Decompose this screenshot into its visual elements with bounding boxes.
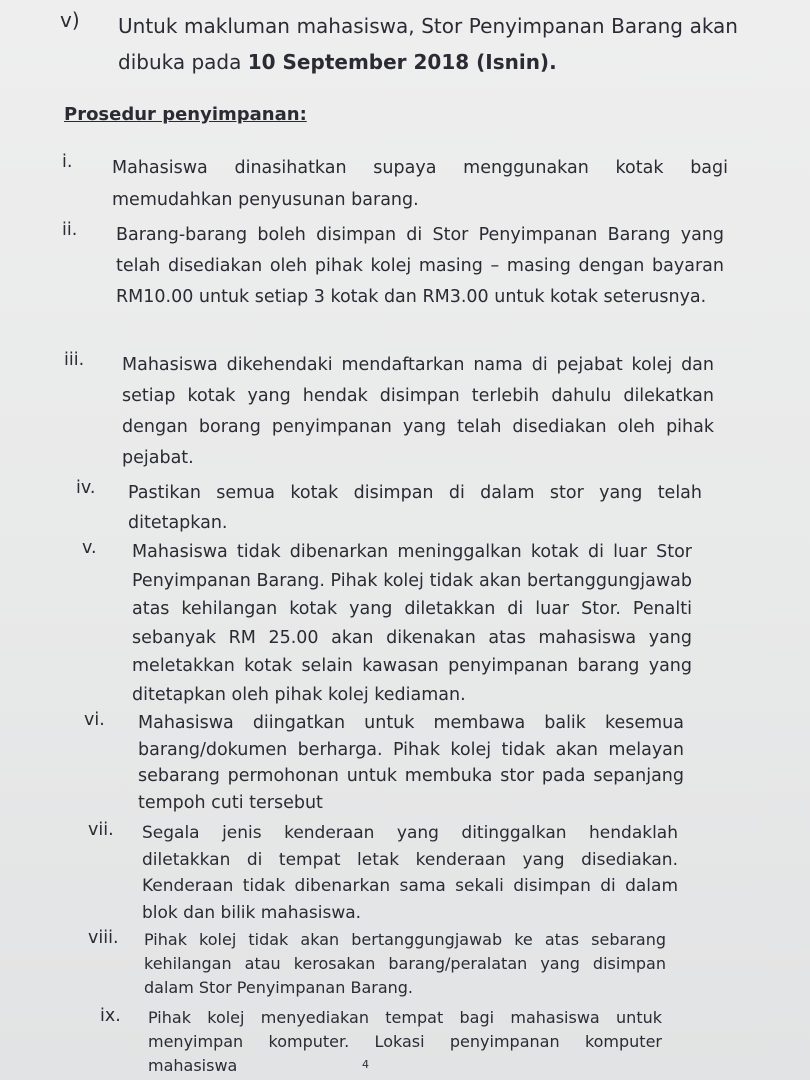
item-text: Pihak kolej menyediakan tempat bagi mahasiswa untuk menyimpan komputer. Lokasi penyimpanan komputer mahasiswa xyxy=(148,1008,662,1075)
section-heading: Prosedur penyimpanan: xyxy=(64,104,307,125)
item-text: Mahasiswa diingatkan untuk membawa balik kesemua barang/dokumen berharga. Pihak kolej tidak akan melayan sebarang permohonan untuk membuka stor pada sepanjang tempoh cuti tersebut xyxy=(138,713,684,813)
intro-text xyxy=(118,8,738,80)
item-number: iv. xyxy=(76,478,96,498)
item-number: v. xyxy=(82,538,97,558)
intro-number: v) xyxy=(60,8,80,32)
item-number: i. xyxy=(62,152,73,172)
item-text: Mahasiswa dinasihatkan supaya menggunakan kotak bagi memudahkan penyusunan barang. xyxy=(112,158,728,210)
item-number: viii. xyxy=(88,928,119,948)
item-number: vi. xyxy=(84,710,105,730)
item-text: Barang-barang boleh disimpan di Stor Penyimpanan Barang yang telah disediakan oleh pihak kolej masing – masing dengan bayaran RM10.00 untuk setiap 3 kotak dan RM3.00 untuk kotak seterusnya. xyxy=(116,225,724,307)
intro-text-before: Untuk makluman mahasiswa, Stor Penyimpanan Barang akan dibuka pada xyxy=(118,14,738,74)
item-text: Pastikan semua kotak disimpan di dalam stor yang telah ditetapkan. xyxy=(128,483,702,533)
item-text: Segala jenis kenderaan yang ditinggalkan hendaklah diletakkan di tempat letak kenderaan yang disediakan. Kenderaan tidak dibenarkan sama sekali disimpan di dalam blok dan bilik mahasiswa. xyxy=(142,823,678,923)
item-text: Mahasiswa tidak dibenarkan meninggalkan kotak di luar Stor Penyimpanan Barang. Pihak kolej tidak akan bertanggungjawab atas kehilangan kotak yang diletakkan di luar Stor. Penalti sebanyak RM 25.00 akan dikenakan atas mahasiswa yang meletakkan kotak selain kawasan penyimpanan barang yang ditetapkan oleh pihak kolej kediaman. xyxy=(132,542,692,705)
page-number: 4 xyxy=(362,1058,369,1071)
item-number: ii. xyxy=(62,220,78,240)
item-text: Pihak kolej tidak akan bertanggungjawab ke atas sebarang kehilangan atau kerosakan barang/peralatan yang disimpan dalam Stor Penyimpanan Barang. xyxy=(144,930,666,997)
item-number: vii. xyxy=(88,820,114,840)
item-text: Mahasiswa dikehendaki mendaftarkan nama di pejabat kolej dan setiap kotak yang hendak disimpan terlebih dahulu dilekatkan dengan borang penyimpanan yang telah disediakan oleh pihak pejabat. xyxy=(122,355,714,468)
item-number: iii. xyxy=(64,350,85,370)
opening-date: 10 September 2018 (Isnin). xyxy=(247,50,557,74)
item-number: ix. xyxy=(100,1006,121,1026)
